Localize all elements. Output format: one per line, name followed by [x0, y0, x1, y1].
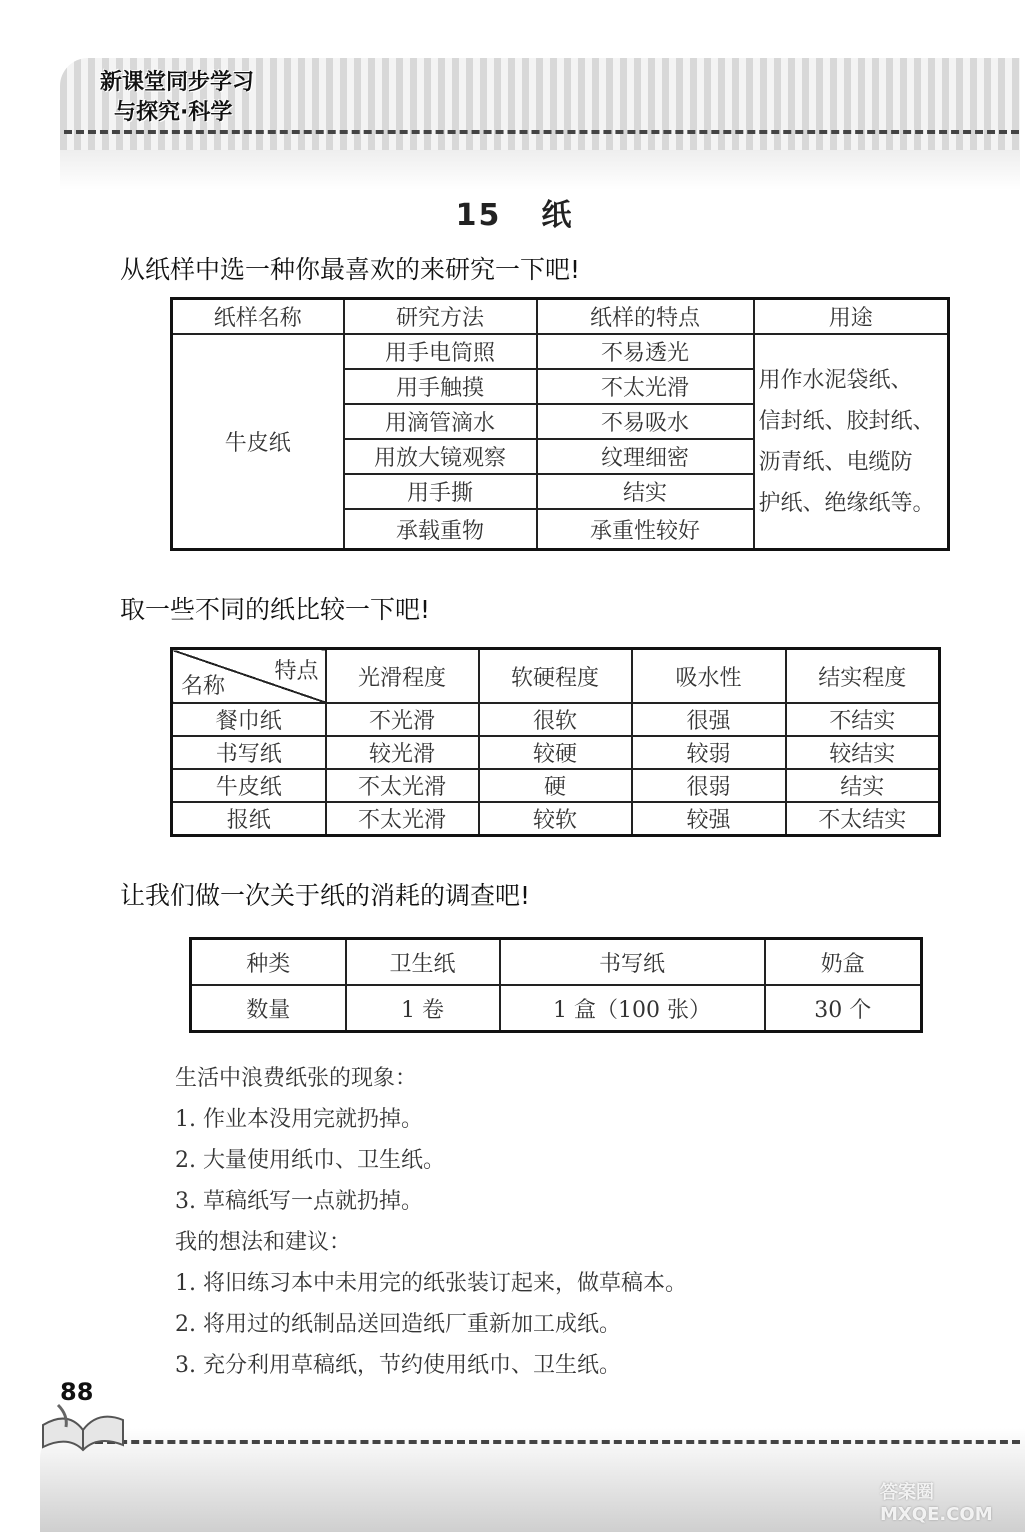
feature-cell: 结实 — [537, 474, 754, 509]
footer-divider — [95, 1440, 1020, 1444]
section-heading-research: 从纸样中选一种你最喜欢的来研究一下吧! — [120, 255, 581, 284]
table-cell: 30 个 — [765, 985, 922, 1032]
lesson-name: 纸 — [541, 198, 574, 233]
table-cell: 不太结实 — [786, 802, 940, 836]
table-cell: 较硬 — [479, 736, 632, 769]
waste-heading: 生活中浪费纸张的现象： — [175, 1066, 418, 1091]
feature-cell: 不太光滑 — [537, 369, 754, 404]
sample-name-cell: 牛皮纸 — [172, 334, 344, 550]
lesson-number: 15 — [455, 198, 502, 233]
section-heading-survey: 让我们做一次关于纸的消耗的调查吧! — [120, 881, 531, 910]
table-cell: 不太光滑 — [326, 769, 479, 802]
use-line: 信封纸、胶封纸、 — [758, 408, 935, 434]
corner-label-feature: 特点 — [274, 659, 319, 684]
feature-cell: 纹理细密 — [537, 439, 754, 474]
table-header-row — [172, 299, 949, 335]
consumption-table — [189, 937, 923, 1033]
table-cell: 很软 — [479, 703, 632, 736]
column-header: 吸水性 — [632, 649, 786, 704]
use-line: 用作水泥袋纸、 — [758, 367, 913, 393]
method-cell: 用手电筒照 — [344, 334, 537, 369]
table-cell: 较软 — [479, 802, 632, 836]
paper-name-cell: 餐巾纸 — [172, 703, 326, 736]
table-row — [172, 703, 940, 736]
feature-cell: 承重性较好 — [537, 509, 754, 550]
table-cell: 较结实 — [786, 736, 940, 769]
table-cell: 较强 — [632, 802, 786, 836]
column-header: 纸样名称 — [172, 299, 344, 335]
table-cell: 较弱 — [632, 736, 786, 769]
book-title-line1: 新课堂同步学习 — [100, 70, 255, 95]
table-cell: 硬 — [479, 769, 632, 802]
page-number: 88 — [60, 1378, 94, 1406]
table-row — [172, 334, 949, 369]
table-header-row — [172, 649, 940, 704]
research-table — [170, 297, 950, 551]
table-row — [191, 985, 922, 1032]
diagonal-header-cell — [172, 649, 326, 704]
column-header: 光滑程度 — [326, 649, 479, 704]
table-cell: 很弱 — [632, 769, 786, 802]
feature-cell: 不易吸水 — [537, 404, 754, 439]
column-header: 研究方法 — [344, 299, 537, 335]
use-line: 沥青纸、电缆防 — [758, 449, 913, 475]
book-title — [100, 68, 254, 128]
method-cell: 用放大镜观察 — [344, 439, 537, 474]
column-header: 结实程度 — [786, 649, 940, 704]
column-header: 用途 — [754, 299, 949, 335]
paper-name-cell: 书写纸 — [172, 736, 326, 769]
book-title-line2: 与探究·科学 — [114, 100, 233, 125]
use-line: 护纸、绝缘纸等。 — [758, 490, 935, 516]
lesson-title — [0, 190, 1029, 234]
method-cell: 用手撕 — [344, 474, 537, 509]
header-divider — [64, 130, 1019, 134]
table-cell: 结实 — [786, 769, 940, 802]
list-item: 1. 作业本没用完就扔掉。 — [175, 1107, 423, 1132]
table-row — [172, 769, 940, 802]
method-cell: 用手触摸 — [344, 369, 537, 404]
paper-name-cell: 报纸 — [172, 802, 326, 836]
method-cell: 承载重物 — [344, 509, 537, 550]
list-item: 3. 草稿纸写一点就扔掉。 — [175, 1189, 423, 1214]
table-cell: 种类 — [191, 939, 346, 986]
table-cell: 不太光滑 — [326, 802, 479, 836]
list-item: 1. 将旧练习本中未用完的纸张装订起来，做草稿本。 — [175, 1271, 687, 1296]
corner-label-name: 名称 — [181, 674, 226, 699]
comparison-table — [170, 647, 941, 837]
use-cell — [754, 334, 949, 550]
table-cell: 数量 — [191, 985, 346, 1032]
list-item: 2. 将用过的纸制品送回造纸厂重新加工成纸。 — [175, 1312, 621, 1337]
method-cell: 用滴管滴水 — [344, 404, 537, 439]
table-cell: 很强 — [632, 703, 786, 736]
table-row — [172, 736, 940, 769]
paper-name-cell: 牛皮纸 — [172, 769, 326, 802]
feature-cell: 不易透光 — [537, 334, 754, 369]
list-item: 2. 大量使用纸巾、卫生纸。 — [175, 1148, 445, 1173]
column-header: 纸样的特点 — [537, 299, 754, 335]
table-row — [191, 939, 922, 986]
notes-block — [175, 1058, 687, 1386]
ideas-heading: 我的想法和建议： — [175, 1230, 352, 1255]
table-cell: 书写纸 — [500, 939, 765, 986]
table-cell: 卫生纸 — [346, 939, 500, 986]
table-cell: 1 盒（100 张） — [500, 985, 765, 1032]
table-cell: 不结实 — [786, 703, 940, 736]
table-cell: 较光滑 — [326, 736, 479, 769]
column-header: 软硬程度 — [479, 649, 632, 704]
section-heading-compare: 取一些不同的纸比较一下吧! — [120, 595, 431, 624]
table-row — [172, 802, 940, 836]
list-item: 3. 充分利用草稿纸，节约使用纸巾、卫生纸。 — [175, 1353, 621, 1378]
table-cell: 不光滑 — [326, 703, 479, 736]
table-cell: 奶盒 — [765, 939, 922, 986]
table-cell: 1 卷 — [346, 985, 500, 1032]
watermark: 答案圈 MXQE.COM — [880, 1482, 993, 1525]
